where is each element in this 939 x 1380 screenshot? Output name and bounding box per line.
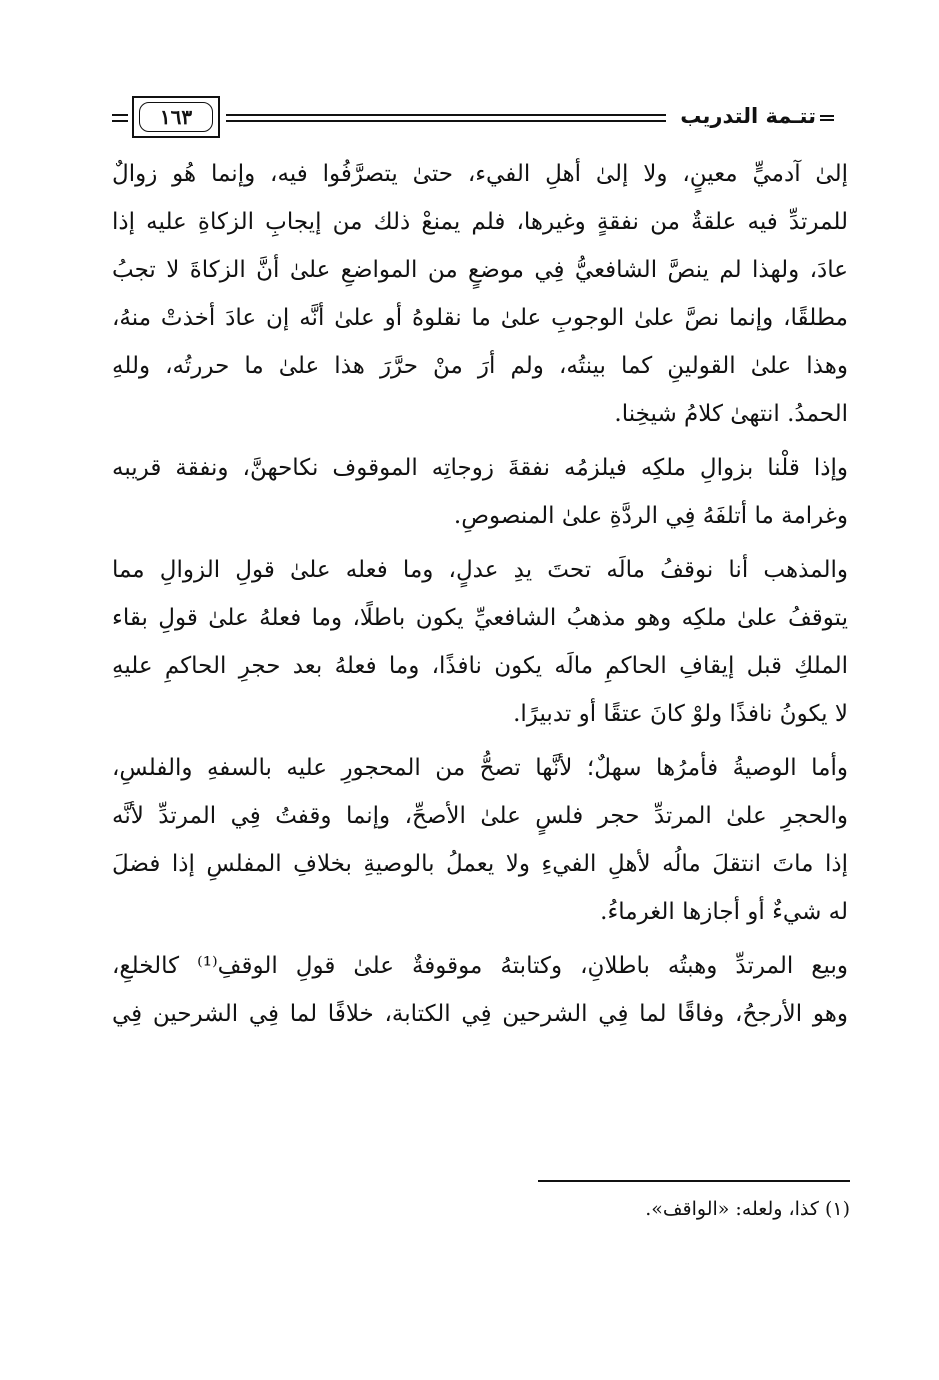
text-line: إلىٰ آدميٍّ معينٍ، ولا إلىٰ أهلِ الفيء، حتىٰ يتصرَّفُوا فيه، وإنما هُو زوالٌ <box>112 161 848 187</box>
paragraph <box>112 744 848 936</box>
footnote-separator <box>538 1180 850 1182</box>
text-line: وهذا علىٰ القولينِ كما بينتُه، ولم أرَ منْ حرَّرَ هذا علىٰ ما حررتُه، وللهِ <box>112 353 848 379</box>
header-double-rule <box>226 114 666 122</box>
text-line: يتوقفُ علىٰ ملكِه وهو مذهبُ الشافعيِّ يكون باطلًا، وما فعلهُ علىٰ قولِ بقاء <box>112 605 848 631</box>
text-line: الملكِ قبل إيقافِ الحاكمِ مالَه يكون نافذًا، وما فعلهُ بعد حجرِ الحاكمِ عليهِ <box>112 653 848 679</box>
page-number: ١٦٣ <box>139 102 213 132</box>
paragraph <box>112 546 848 738</box>
text-line: له شيءٌ أو أجازها الغرماءُ. <box>600 899 848 925</box>
text-line: مطلقًا، وإنما نصَّ علىٰ الوجوبِ علىٰ ما نقلوهُ أو علىٰ أنَّه إن عادَ أخذتْ منهُ، <box>112 305 848 331</box>
text-line: وغرامة ما أتلفَهُ فِي الردَّةِ علىٰ المنصوصِ. <box>453 503 848 529</box>
page-number-frame <box>132 96 220 138</box>
text-line: للمرتدِّ فيه علقةٌ من نفقةٍ وغيرها، فلم يمنعْ ذلك من إيجابِ الزكاةِ عليه إذا <box>112 209 848 235</box>
text-line: وبيع المرتدِّ وهبتُه باطلانِ، وكتابتهُ موقوفةٌ علىٰ قولِ الوقفِ⁽¹⁾ كالخلعِ، <box>112 953 848 979</box>
text-line: وهو الأرجحُ، وفاقًا لما فِي الشرحين فِي الكتابة، خلافًا لما فِي الشرحين فِي <box>112 1001 848 1027</box>
text-line: والمذهب أنا نوقفُ مالَه تحتَ يدِ عدلٍ، وما فعله علىٰ قولِ الزوالِ مما <box>112 557 848 583</box>
header-rule-end <box>112 114 128 122</box>
paragraph <box>112 150 848 438</box>
text-line: والحجرِ علىٰ المرتدِّ حجر فلسٍ علىٰ الأصحِّ، وإنما وقفتُ فِي المرتدِّ لأنَّه <box>112 803 848 829</box>
text-line: وإذا قلْنا بزوالِ ملكِه فيلزمُه نفقةَ زوجاتِه الموقوف نكاحهنَّ، ونفقة قريبه <box>112 455 848 481</box>
page-header <box>112 92 834 142</box>
header-dash-ornament <box>820 115 834 121</box>
text-line: لا يكونُ نافذًا ولوْ كانَ عتقًا أو تدبيرًا. <box>513 701 848 727</box>
running-title: تتـمة التدريب <box>680 104 816 128</box>
paragraph <box>112 942 848 1038</box>
footnote: (١) كذا، ولعله: «الواقف». <box>645 1198 850 1220</box>
text-line: عادَ، ولهذا لم ينصَّ الشافعيُّ فِي موضعٍ من المواضعِ علىٰ أنَّ الزكاةَ لا تجبُ <box>112 257 848 283</box>
text-line: إذا ماتَ انتقلَ مالُه لأهلِ الفيءِ ولا يعملُ بالوصيةِ بخلافِ المفلسِ إذا فضلَ <box>112 851 848 877</box>
paragraph <box>112 444 848 540</box>
text-line: الحمدُ. انتهىٰ كلامُ شيخِنا. <box>614 401 848 427</box>
text-line: وأما الوصيةُ فأمرُها سهلٌ؛ لأنَّها تصحُّ من المحجورِ عليه بالسفهِ والفلسِ، <box>112 755 848 781</box>
main-text <box>112 150 848 1038</box>
